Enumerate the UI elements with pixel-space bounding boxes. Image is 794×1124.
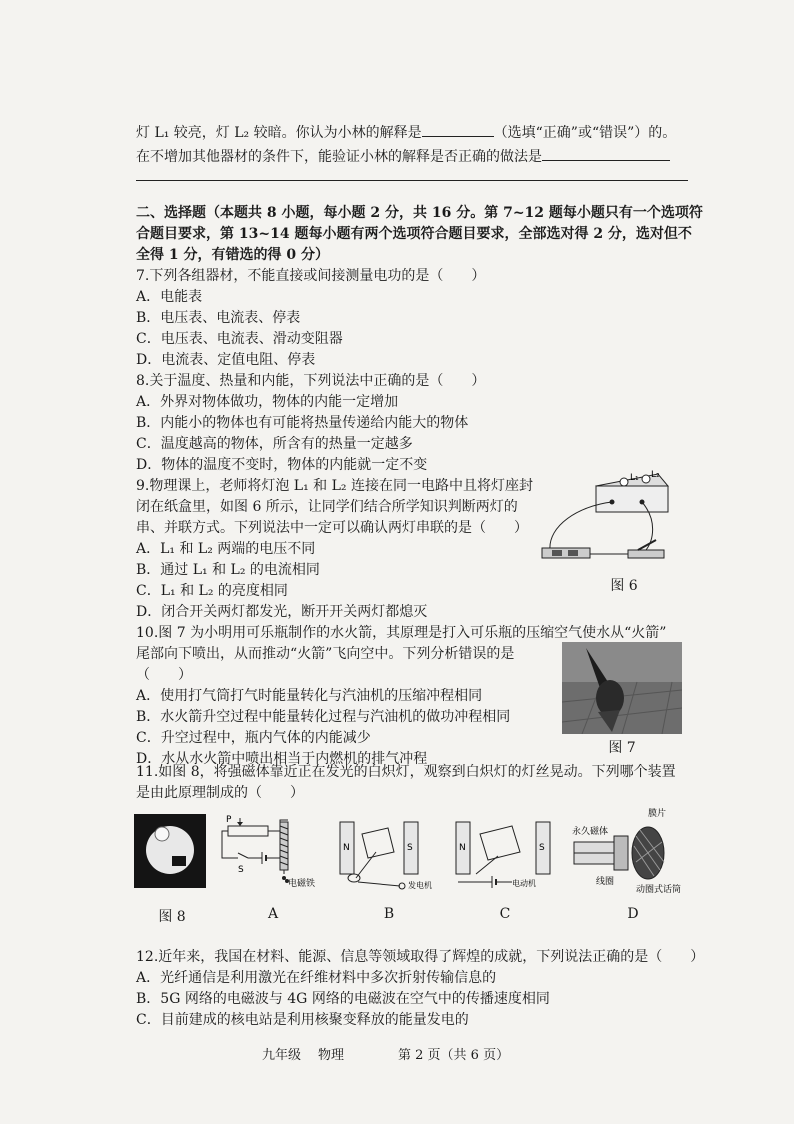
footer-subject: 物理 — [318, 1048, 345, 1063]
figure-6-circuit — [538, 466, 678, 572]
section-header-line2: 合题目要求，第 13~14 题每小题有两个选项符合题目要求，全部选对得 2 分，选对但不 — [136, 226, 692, 242]
figure-7-caption: 图 7 — [608, 740, 636, 756]
q10-option-c: C．升空过程中，瓶内气体的内能减少 — [136, 730, 371, 746]
answer-blank — [422, 122, 494, 137]
figure-8-caption: 图 8 — [158, 909, 186, 925]
option-d-coil-label: 线圈 — [596, 877, 615, 887]
q8-option-a: A．外界对物体做功，物体的内能一定增加 — [136, 394, 399, 410]
section-header-line3: 全得 1 分，有错选的得 0 分） — [136, 247, 329, 263]
option-b-caption: 发电机 — [408, 881, 432, 890]
q7-option-a: A．电能表 — [136, 289, 203, 305]
q12-option-b: B．5G 网络的电磁波与 4G 网络的电磁波在空气中的传播速度相同 — [136, 991, 550, 1007]
option-a-s-label: S — [238, 865, 244, 875]
q8-option-d: D．物体的温度不变时，物体的内能就一定不变 — [136, 457, 428, 473]
q8-option-b: B．内能小的物体也有可能将热量传递给内能大的物体 — [136, 415, 469, 431]
q9-stem-line3: 串、并联方式。下列说法中一定可以确认两灯串联的是（ ） — [136, 520, 528, 536]
figure-6-caption: 图 6 — [610, 578, 638, 594]
answer-line — [136, 180, 688, 181]
section-header-line1: 二、选择题（本题共 8 小题，每小题 2 分，共 16 分。第 7~12 题每小题只有一个选项符 — [136, 205, 703, 221]
question-continuation-line1 — [136, 122, 676, 143]
continuation-text: 灯 L₁ 较亮，灯 L₂ 较暗。你认为小林的解释是 — [136, 125, 422, 141]
q10-option-b: B．水火箭升空过程中能量转化过程与汽油机的做功冲程相同 — [136, 709, 511, 725]
question-continuation-line2 — [136, 146, 670, 167]
answer-blank — [542, 146, 670, 161]
q12-option-c: C．目前建成的核电站是利用核聚变释放的能量发电的 — [136, 1012, 469, 1028]
q10-stem-line3: （ ） — [136, 667, 192, 683]
q8-option-c: C．温度越高的物体，所含有的热量一定越多 — [136, 436, 413, 452]
figure-7-water-rocket-photo — [562, 642, 682, 734]
footer-grade: 九年级 — [262, 1048, 302, 1063]
continuation-text: 在不增加其他器材的条件下，能验证小林的解释是否正确的做法是 — [136, 149, 542, 165]
option-b-label: B — [383, 906, 395, 922]
footer-page-number: 第 2 页（共 6 页） — [398, 1048, 510, 1063]
q7-option-b: B．电压表、电流表、停表 — [136, 310, 301, 326]
option-a-caption: 电磁铁 — [288, 879, 316, 889]
figure-8-bulb-photo — [134, 814, 206, 888]
q10-option-d: D．水从水火箭中喷出相当于内燃机的排气冲程 — [136, 751, 428, 767]
q11-stem-line1: 11.如图 8，将强磁体靠近正在发光的白炽灯，观察到白炽灯的灯丝晃动。下列哪个装置 — [136, 764, 676, 780]
option-c-n-label: N — [459, 843, 466, 853]
fig6-l1-label: L₁ — [630, 473, 639, 483]
q9-stem-line2: 闭在纸盒里，如图 6 所示，让同学们结合所学知识判断两灯的 — [136, 499, 518, 515]
option-d-label: D — [627, 906, 639, 922]
fig6-l2-label: L₂ — [651, 470, 660, 480]
q9-stem-line1: 9.物理课上，老师将灯泡 L₁ 和 L₂ 连接在同一电路中且将灯座封 — [136, 478, 533, 494]
option-a-p-label: P — [226, 815, 232, 825]
option-d-magnet-label: 永久磁体 — [572, 827, 609, 837]
option-d-mic-label: 动圈式话筒 — [636, 885, 682, 895]
q10-stem-line1: 10.图 7 为小明用可乐瓶制作的水火箭，其原理是打入可乐瓶的压缩空气使水从“火箭” — [136, 625, 667, 641]
q8-stem: 8.关于温度、热量和内能，下列说法中正确的是（ ） — [136, 373, 486, 389]
q10-stem-line2: 尾部向下喷出，从而推动“火箭”飞向空中。下列分析错误的是 — [136, 646, 515, 662]
q12-stem: 12.近年来，我国在材料、能源、信息等领域取得了辉煌的成就，下列说法正确的是（ ） — [136, 949, 705, 965]
q7-option-d: D．电流表、定值电阻、停表 — [136, 352, 316, 368]
q7-option-c: C．电压表、电流表、滑动变阻器 — [136, 331, 343, 347]
option-c-label: C — [499, 906, 511, 922]
q9-option-b: B．通过 L₁ 和 L₂ 的电流相同 — [136, 562, 320, 578]
q10-option-a: A．使用打气筒打气时能量转化与汽油机的压缩冲程相同 — [136, 688, 483, 704]
option-a-label: A — [267, 906, 279, 922]
option-d-microphone-diagram — [570, 806, 694, 898]
option-d-film-label: 膜片 — [648, 809, 667, 819]
q12-option-a: A．光纤通信是利用激光在纤维材料中多次折射传输信息的 — [136, 970, 497, 986]
option-c-caption: 电动机 — [512, 879, 536, 888]
q9-option-a: A．L₁ 和 L₂ 两端的电压不同 — [136, 541, 316, 557]
option-c-s-label: S — [539, 843, 545, 853]
q9-option-d: D．闭合开关两灯都发光，断开开关两灯都熄灭 — [136, 604, 428, 620]
option-b-n-label: N — [343, 843, 350, 853]
option-c-motor-diagram — [452, 812, 556, 892]
option-b-s-label: S — [407, 843, 413, 853]
q7-stem: 7.下列各组器材，不能直接或间接测量电功的是（ ） — [136, 268, 486, 284]
q9-option-c: C．L₁ 和 L₂ 的亮度相同 — [136, 583, 288, 599]
q11-stem-line2: 是由此原理制成的（ ） — [136, 785, 304, 801]
option-a-electromagnet-diagram — [218, 812, 322, 892]
continuation-text-end: （选填“正确”或“错误”）的。 — [493, 125, 677, 141]
option-b-generator-diagram — [336, 812, 436, 892]
